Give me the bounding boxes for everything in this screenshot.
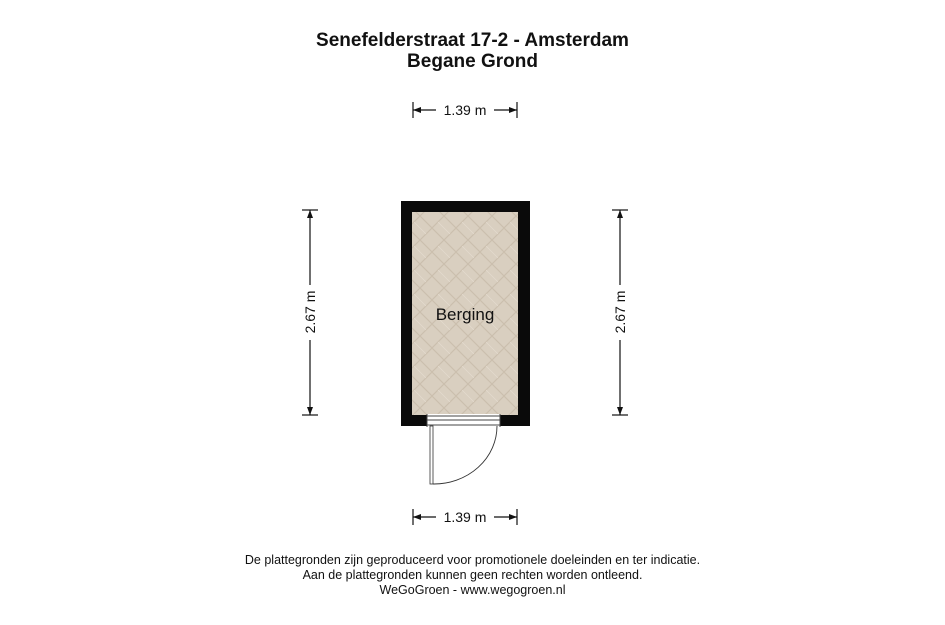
dimension-left <box>302 210 318 415</box>
dimension-bottom-label: 1.39 m <box>443 509 487 525</box>
dimension-right <box>612 210 628 415</box>
room-label: Berging <box>435 305 495 324</box>
disclaimer-line-1: De plattegronden zijn geproduceerd voor promotionele doeleinden en ter indicatie. <box>244 553 701 567</box>
dimension-left-label: 2.67 m <box>302 290 318 334</box>
dimension-top-label: 1.39 m <box>443 102 487 118</box>
plan-title-address: Senefelderstraat 17-2 - Amsterdam <box>316 30 629 51</box>
disclaimer-line-2: Aan de plattegronden kunnen geen rechten worden ontleend. <box>302 568 643 582</box>
door-swing-icon <box>430 426 497 484</box>
dimension-bottom <box>413 509 517 525</box>
dimension-top <box>413 102 517 118</box>
room-berging <box>401 201 530 484</box>
credit-line: WeGoGroen - www.wegogroen.nl <box>379 583 566 597</box>
plan-title-floor: Begane Grond <box>407 51 538 72</box>
dimension-right-label: 2.67 m <box>612 290 628 334</box>
